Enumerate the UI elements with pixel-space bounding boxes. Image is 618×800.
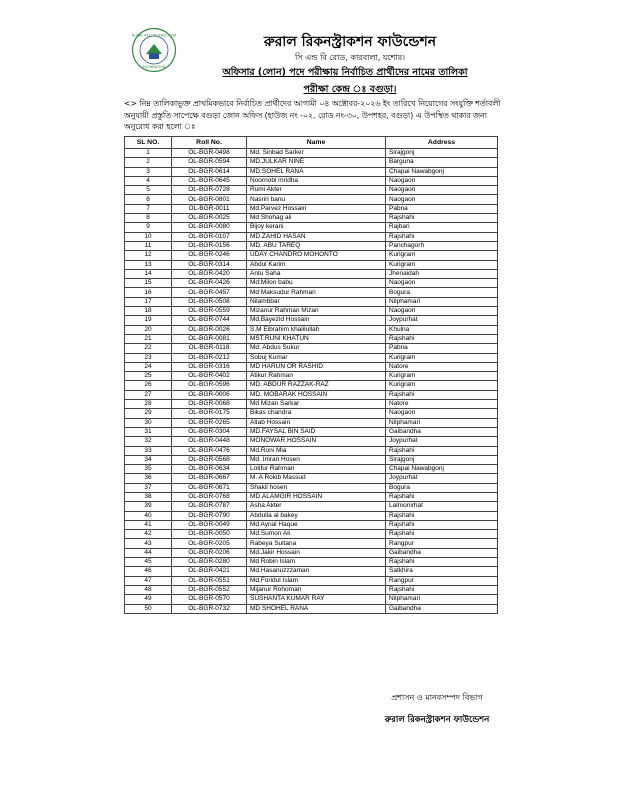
table-row bbox=[125, 353, 498, 362]
sl-no-cell: 27 bbox=[125, 390, 172, 399]
sl-no-cell: 23 bbox=[125, 353, 172, 362]
table-row bbox=[125, 530, 498, 539]
table-row bbox=[125, 409, 498, 418]
name-cell: Md.Jakir Hossain bbox=[247, 548, 386, 557]
address-cell: Rajshahi bbox=[386, 511, 498, 520]
table-row bbox=[125, 381, 498, 390]
roll-no-cell: OL-BGR-0011 bbox=[172, 204, 247, 213]
table-row bbox=[125, 576, 498, 585]
sl-no-cell: 9 bbox=[125, 223, 172, 232]
roll-no-cell: OL-BGR-0080 bbox=[172, 223, 247, 232]
address-cell: Naogaon bbox=[386, 186, 498, 195]
roll-no-cell: OL-BGR-0728 bbox=[172, 186, 247, 195]
table-row bbox=[125, 325, 498, 334]
table-row bbox=[125, 502, 498, 511]
sl-no-cell: 28 bbox=[125, 400, 172, 409]
sl-no-cell: 35 bbox=[125, 465, 172, 474]
name-cell: Md. Imran Hosen bbox=[247, 455, 386, 464]
roll-no-cell: OL-BGR-0732 bbox=[172, 604, 247, 613]
table-row bbox=[125, 279, 498, 288]
roll-no-cell: OL-BGR-0068 bbox=[172, 400, 247, 409]
address-cell: Kurigram bbox=[386, 381, 498, 390]
address-cell: Gaibandha bbox=[386, 604, 498, 613]
sl-no-cell: 49 bbox=[125, 595, 172, 604]
sl-no-cell: 17 bbox=[125, 297, 172, 306]
roll-no-cell: OL-BGR-0508 bbox=[172, 297, 247, 306]
sl-no-cell: 11 bbox=[125, 241, 172, 250]
table-row bbox=[125, 604, 498, 613]
roll-no-cell: OL-BGR-0790 bbox=[172, 511, 247, 520]
sl-no-cell: 22 bbox=[125, 344, 172, 353]
roll-no-cell: OL-BGR-0420 bbox=[172, 269, 247, 278]
header-name: Name bbox=[247, 137, 386, 149]
table-row bbox=[125, 176, 498, 185]
name-cell: Md.Bayezid Hossain bbox=[247, 316, 386, 325]
name-cell: MD. ABU TAREQ bbox=[247, 241, 386, 250]
roll-no-cell: OL-BGR-0559 bbox=[172, 307, 247, 316]
address-cell: Panchagorh bbox=[386, 241, 498, 250]
name-cell: MD.SOHEL RANA bbox=[247, 167, 386, 176]
table-row bbox=[125, 195, 498, 204]
name-cell: Md.Sumon Ali bbox=[247, 530, 386, 539]
name-cell: S.M Eibrahim khalilullah bbox=[247, 325, 386, 334]
table-row bbox=[125, 186, 498, 195]
table-row bbox=[125, 260, 498, 269]
address-cell: Joypurhat bbox=[386, 316, 498, 325]
roll-no-cell: OL-BGR-0498 bbox=[172, 149, 247, 158]
roll-no-cell: OL-BGR-0551 bbox=[172, 576, 247, 585]
roll-no-cell: OL-BGR-0570 bbox=[172, 595, 247, 604]
name-cell: Md.Roni Mia bbox=[247, 446, 386, 455]
roll-no-cell: OL-BGR-0280 bbox=[172, 558, 247, 567]
roll-no-cell: OL-BGR-0596 bbox=[172, 381, 247, 390]
sl-no-cell: 34 bbox=[125, 455, 172, 464]
notice-paragraph: <> নিম্ন তালিকাভূক্ত প্রাথমিকভাবে নির্বাচিত প্রার্থীদের আগামী ০৪ অক্টোবর-২০২৬ ইং তারিখে নিয়োগের সংযুক্তি শর্তাবলী অনুযায়ী প্রস্তুতি সাপেক্ষে বগুড়া জোন অফিস (হাউজ নং -০২, রোড নং-৩০, উপশহর, বগুড়া) এ উপস্থিত থাকার জন্য অনুরোধ করা হলো ঃ bbox=[124, 99, 501, 131]
address-cell: Nilphamari bbox=[386, 297, 498, 306]
sl-no-cell: 39 bbox=[125, 502, 172, 511]
address-cell: Sirajgonj bbox=[386, 149, 498, 158]
address-cell: Barguna bbox=[386, 158, 498, 167]
roll-no-cell: OL-BGR-0118 bbox=[172, 344, 247, 353]
roll-no-cell: OL-BGR-0448 bbox=[172, 437, 247, 446]
sl-no-cell: 13 bbox=[125, 260, 172, 269]
roll-no-cell: OL-BGR-0156 bbox=[172, 241, 247, 250]
table-row bbox=[125, 269, 498, 278]
roll-no-cell: OL-BGR-0667 bbox=[172, 474, 247, 483]
header-address: Address bbox=[386, 137, 498, 149]
name-cell: Asha Akter bbox=[247, 502, 386, 511]
name-cell: UDAY CHANDRO MOHONTO bbox=[247, 251, 386, 260]
address-cell: Pabna bbox=[386, 204, 498, 213]
address-cell: Rajshahi bbox=[386, 390, 498, 399]
address-cell: Rajshahi bbox=[386, 585, 498, 594]
address-cell: Kurigram bbox=[386, 353, 498, 362]
table-row bbox=[125, 372, 498, 381]
name-cell: Rumi Akter bbox=[247, 186, 386, 195]
sl-no-cell: 37 bbox=[125, 483, 172, 492]
sl-no-cell: 7 bbox=[125, 204, 172, 213]
roll-no-cell: OL-BGR-0421 bbox=[172, 567, 247, 576]
address-cell: Bogura bbox=[386, 288, 498, 297]
sl-no-cell: 3 bbox=[125, 167, 172, 176]
sl-no-cell: 50 bbox=[125, 604, 172, 613]
address-cell: Joypurhat bbox=[386, 437, 498, 446]
sl-no-cell: 31 bbox=[125, 427, 172, 436]
sl-no-cell: 45 bbox=[125, 558, 172, 567]
name-cell: Md. Abdus Sukur bbox=[247, 344, 386, 353]
name-cell: Md.Foridul Islam bbox=[247, 576, 386, 585]
address-cell: Joypurhat bbox=[386, 474, 498, 483]
address-cell: Naogaon bbox=[386, 176, 498, 185]
svg-text:FOUNDATION: FOUNDATION bbox=[142, 65, 166, 69]
sl-no-cell: 29 bbox=[125, 409, 172, 418]
table-body bbox=[125, 149, 498, 614]
document-subject: অফিসার (লোন) পদে পরীক্ষায় নির্বাচিত প্রার্থীদের নামের তালিকা bbox=[222, 67, 468, 78]
sl-no-cell: 41 bbox=[125, 520, 172, 529]
table-row bbox=[125, 204, 498, 213]
sl-no-cell: 14 bbox=[125, 269, 172, 278]
name-cell: MD.ALAMGIR HOSSAIN bbox=[247, 492, 386, 501]
address-cell: Lalmonirhat bbox=[386, 502, 498, 511]
table-row bbox=[125, 520, 498, 529]
address-cell: Rajshahi bbox=[386, 530, 498, 539]
sl-no-cell: 47 bbox=[125, 576, 172, 585]
address-cell: Rajshahi bbox=[386, 334, 498, 343]
roll-no-cell: OL-BGR-0304 bbox=[172, 427, 247, 436]
roll-no-cell: OL-BGR-0049 bbox=[172, 520, 247, 529]
name-cell: Md:Milon babu bbox=[247, 279, 386, 288]
roll-no-cell: OL-BGR-0634 bbox=[172, 465, 247, 474]
roll-no-cell: OL-BGR-0744 bbox=[172, 316, 247, 325]
roll-no-cell: OL-BGR-0426 bbox=[172, 279, 247, 288]
roll-no-cell: OL-BGR-0025 bbox=[172, 214, 247, 223]
address-cell: Nilphamari bbox=[386, 418, 498, 427]
roll-no-cell: OL-BGR-0212 bbox=[172, 353, 247, 362]
signature-department: প্রশাসন ও মানবসম্পদ বিভাগ bbox=[391, 693, 483, 702]
sl-no-cell: 8 bbox=[125, 214, 172, 223]
name-cell: Antu Saha bbox=[247, 269, 386, 278]
table-row bbox=[125, 214, 498, 223]
table-row bbox=[125, 548, 498, 557]
address-cell: Satkhira bbox=[386, 567, 498, 576]
table-row bbox=[125, 307, 498, 316]
address-cell: Kurigram bbox=[386, 372, 498, 381]
sl-no-cell: 15 bbox=[125, 279, 172, 288]
address-cell: Naogaon bbox=[386, 409, 498, 418]
name-cell: Md Mizan Sarkar bbox=[247, 400, 386, 409]
table-row bbox=[125, 595, 498, 604]
sl-no-cell: 32 bbox=[125, 437, 172, 446]
sl-no-cell: 2 bbox=[125, 158, 172, 167]
name-cell: Nasrin banu bbox=[247, 195, 386, 204]
table-header-row bbox=[125, 137, 498, 149]
address-cell: Rajshahi bbox=[386, 446, 498, 455]
roll-no-cell: OL-BGR-0316 bbox=[172, 362, 247, 371]
table-row bbox=[125, 241, 498, 250]
name-cell: Sobuj Kumar bbox=[247, 353, 386, 362]
sl-no-cell: 33 bbox=[125, 446, 172, 455]
table-row bbox=[125, 362, 498, 371]
sl-no-cell: 30 bbox=[125, 418, 172, 427]
roll-no-cell: OL-BGR-0175 bbox=[172, 409, 247, 418]
address-cell: Rangpur bbox=[386, 576, 498, 585]
name-cell: Altab Hossain bbox=[247, 418, 386, 427]
roll-no-cell: OL-BGR-0246 bbox=[172, 251, 247, 260]
roll-no-cell: OL-BGR-0206 bbox=[172, 548, 247, 557]
roll-no-cell: OL-BGR-0787 bbox=[172, 502, 247, 511]
table-row bbox=[125, 474, 498, 483]
name-cell: Noornobi mridha bbox=[247, 176, 386, 185]
roll-no-cell: OL-BGR-0107 bbox=[172, 232, 247, 241]
name-cell: Rabeya Sultana bbox=[247, 539, 386, 548]
address-cell: Nilphamari bbox=[386, 595, 498, 604]
sl-no-cell: 36 bbox=[125, 474, 172, 483]
sl-no-cell: 40 bbox=[125, 511, 172, 520]
name-cell: Nilambbar bbox=[247, 297, 386, 306]
sl-no-cell: 43 bbox=[125, 539, 172, 548]
header-sl-no: SL NO. bbox=[125, 137, 172, 149]
sl-no-cell: 21 bbox=[125, 334, 172, 343]
organization-address: সি এন্ড বি রোড, কারবালা, যশোর। bbox=[295, 53, 405, 62]
roll-no-cell: OL-BGR-0645 bbox=[172, 176, 247, 185]
sl-no-cell: 18 bbox=[125, 307, 172, 316]
signature-organization: রুরাল রিকনস্ট্রাকশন ফাউন্ডেশন bbox=[384, 715, 490, 725]
table-row bbox=[125, 297, 498, 306]
table-row bbox=[125, 334, 498, 343]
sl-no-cell: 24 bbox=[125, 362, 172, 371]
table-row bbox=[125, 390, 498, 399]
sl-no-cell: 10 bbox=[125, 232, 172, 241]
name-cell: Md Robin Islam bbox=[247, 558, 386, 567]
address-cell: Jhenaidah bbox=[386, 269, 498, 278]
table-row bbox=[125, 483, 498, 492]
table-row bbox=[125, 418, 498, 427]
table-row bbox=[125, 344, 498, 353]
sl-no-cell: 1 bbox=[125, 149, 172, 158]
roll-no-cell: OL-BGR-0801 bbox=[172, 195, 247, 204]
name-cell: Shakil hosen bbox=[247, 483, 386, 492]
name-cell: MD.JULKAR NINE bbox=[247, 158, 386, 167]
address-cell: Naogaon bbox=[386, 195, 498, 204]
roll-no-cell: OL-BGR-0457 bbox=[172, 288, 247, 297]
address-cell: Rangpur bbox=[386, 539, 498, 548]
address-cell: Natore bbox=[386, 400, 498, 409]
sl-no-cell: 16 bbox=[125, 288, 172, 297]
roll-no-cell: OL-BGR-0768 bbox=[172, 492, 247, 501]
roll-no-cell: OL-BGR-0614 bbox=[172, 167, 247, 176]
address-cell: Rajshahi bbox=[386, 558, 498, 567]
sl-no-cell: 19 bbox=[125, 316, 172, 325]
roll-no-cell: OL-BGR-0314 bbox=[172, 260, 247, 269]
svg-text:RURAL RECONSTRUCTION: RURAL RECONSTRUCTION bbox=[131, 33, 177, 38]
sl-no-cell: 6 bbox=[125, 195, 172, 204]
sl-no-cell: 20 bbox=[125, 325, 172, 334]
sl-no-cell: 46 bbox=[125, 567, 172, 576]
address-cell: Pabna bbox=[386, 344, 498, 353]
sl-no-cell: 5 bbox=[125, 186, 172, 195]
address-cell: Chapai Nawabgonj bbox=[386, 465, 498, 474]
name-cell: MD. ABDUR RAZZAK-RAZ bbox=[247, 381, 386, 390]
name-cell: MST.RUNI KHATUN bbox=[247, 334, 386, 343]
roll-no-cell: OL-BGR-0265 bbox=[172, 418, 247, 427]
sl-no-cell: 12 bbox=[125, 251, 172, 260]
organization-name: রুরাল রিকনস্ট্রাকশন ফাউন্ডেশন bbox=[263, 34, 437, 50]
table-row bbox=[125, 167, 498, 176]
sl-no-cell: 25 bbox=[125, 372, 172, 381]
address-cell: Naogaon bbox=[386, 307, 498, 316]
roll-no-cell: OL-BGR-0476 bbox=[172, 446, 247, 455]
name-cell: Mijanur Rohoman bbox=[247, 585, 386, 594]
table-row bbox=[125, 492, 498, 501]
name-cell: Lotifur Rahman bbox=[247, 465, 386, 474]
header-roll-no: Roll No. bbox=[172, 137, 247, 149]
name-cell: Md Aynal Haque bbox=[247, 520, 386, 529]
sl-no-cell: 4 bbox=[125, 176, 172, 185]
table-row bbox=[125, 288, 498, 297]
sl-no-cell: 44 bbox=[125, 548, 172, 557]
address-cell: Naogaon bbox=[386, 279, 498, 288]
name-cell: Md Shohag ali bbox=[247, 214, 386, 223]
address-cell: Kurigram bbox=[386, 251, 498, 260]
name-cell: Md.Parvez Hossain bbox=[247, 204, 386, 213]
candidate-table bbox=[124, 136, 498, 614]
name-cell: Md Maksudur Rahman bbox=[247, 288, 386, 297]
table-row bbox=[125, 316, 498, 325]
name-cell: Mizanur Rahman Mizan bbox=[247, 307, 386, 316]
table-row bbox=[125, 465, 498, 474]
roll-no-cell: OL-BGR-0568 bbox=[172, 455, 247, 464]
name-cell: Bikas chandra bbox=[247, 409, 386, 418]
sl-no-cell: 42 bbox=[125, 530, 172, 539]
sl-no-cell: 38 bbox=[125, 492, 172, 501]
table-row bbox=[125, 251, 498, 260]
name-cell: Abdul Karim bbox=[247, 260, 386, 269]
exam-center: পরীক্ষা কেন্দ্র ঃ বগুড়া। bbox=[303, 84, 397, 95]
roll-no-cell: OL-BGR-0594 bbox=[172, 158, 247, 167]
roll-no-cell: OL-BGR-0026 bbox=[172, 325, 247, 334]
name-cell: MD. MOBARAK HOSSAIN bbox=[247, 390, 386, 399]
address-cell: Rajshahi bbox=[386, 492, 498, 501]
name-cell: Md. Sinbad Sarker bbox=[247, 149, 386, 158]
name-cell: MD.FAYSAL BIN SAID bbox=[247, 427, 386, 436]
address-cell: Natore bbox=[386, 362, 498, 371]
address-cell: Khulna bbox=[386, 325, 498, 334]
table-row bbox=[125, 567, 498, 576]
name-cell: MD.ZAHID HASAN bbox=[247, 232, 386, 241]
table-row bbox=[125, 558, 498, 567]
address-cell: Sirajgonj bbox=[386, 455, 498, 464]
table-row bbox=[125, 539, 498, 548]
address-cell: Rajshahi bbox=[386, 214, 498, 223]
address-cell: Bogura bbox=[386, 483, 498, 492]
roll-no-cell: OL-BGR-0050 bbox=[172, 530, 247, 539]
name-cell: Bijoy kerani bbox=[247, 223, 386, 232]
address-cell: Chapai Nawabgonj bbox=[386, 167, 498, 176]
address-cell: Gaibandha bbox=[386, 427, 498, 436]
name-cell: M. A Rokib Massud bbox=[247, 474, 386, 483]
name-cell: SUSHANTA KUMAR RAY bbox=[247, 595, 386, 604]
address-cell: Gaibandha bbox=[386, 548, 498, 557]
table-row bbox=[125, 455, 498, 464]
sl-no-cell: 48 bbox=[125, 585, 172, 594]
name-cell: Md.Hasanuzzzaman bbox=[247, 567, 386, 576]
address-cell: Rajshahi bbox=[386, 520, 498, 529]
roll-no-cell: OL-BGR-0552 bbox=[172, 585, 247, 594]
name-cell: MD HARUN OR RASHID bbox=[247, 362, 386, 371]
table-row bbox=[125, 232, 498, 241]
table-row bbox=[125, 400, 498, 409]
sl-no-cell: 26 bbox=[125, 381, 172, 390]
name-cell: MONOWAR HOSSAIN bbox=[247, 437, 386, 446]
roll-no-cell: OL-BGR-0006 bbox=[172, 390, 247, 399]
table-row bbox=[125, 446, 498, 455]
roll-no-cell: OL-BGR-0671 bbox=[172, 483, 247, 492]
name-cell: MD SHOHEL RANA bbox=[247, 604, 386, 613]
table-row bbox=[125, 585, 498, 594]
roll-no-cell: OL-BGR-0081 bbox=[172, 334, 247, 343]
table-row bbox=[125, 511, 498, 520]
address-cell: Rajshahi bbox=[386, 232, 498, 241]
table-row bbox=[125, 437, 498, 446]
address-cell: Rajbari bbox=[386, 223, 498, 232]
table-row bbox=[125, 427, 498, 436]
roll-no-cell: OL-BGR-0205 bbox=[172, 539, 247, 548]
table-row bbox=[125, 158, 498, 167]
address-cell: Kurigram bbox=[386, 260, 498, 269]
name-cell: Abdulla al bakey bbox=[247, 511, 386, 520]
table-row bbox=[125, 149, 498, 158]
name-cell: Atikur Rahman bbox=[247, 372, 386, 381]
roll-no-cell: OL-BGR-0402 bbox=[172, 372, 247, 381]
table-row bbox=[125, 223, 498, 232]
